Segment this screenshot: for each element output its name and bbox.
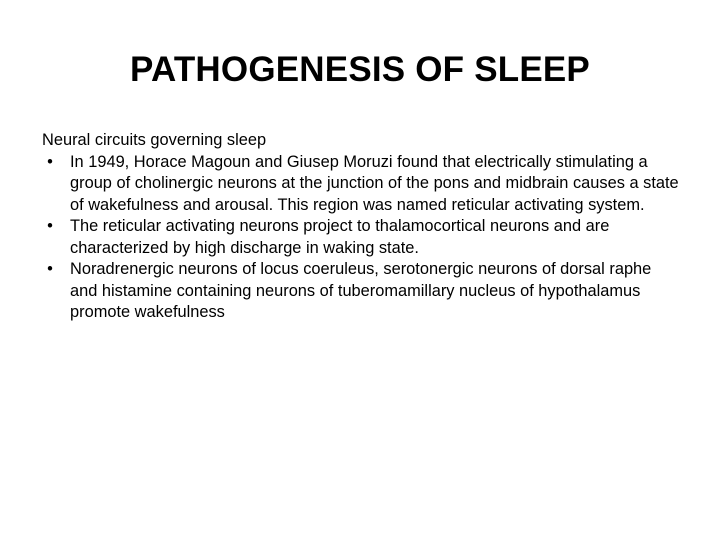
- bullet-item: [42, 152, 682, 217]
- bullet-text: Noradrenergic neurons of locus coeruleus, serotonergic neurons of dorsal raphe and histamine containing neurons of tuberomamillary nucleus of hypothalamus promote wakefulness: [70, 260, 652, 321]
- subheading: Neural circuits governing sleep: [42, 131, 267, 149]
- bullet-list: [42, 152, 682, 324]
- bullet-text: In 1949, Horace Magoun and Giusep Moruzi found that electrically stimulating a group of cholinergic neurons at the junction of the pons and midbrain causes a state of wakefulness and arousal. This region was named reticular activating system.: [70, 152, 679, 214]
- bullet-icon: •: [47, 152, 53, 171]
- bullet-text: The reticular activating neurons project to thalamocortical neurons and are characterized by high discharge in waking state.: [70, 217, 610, 257]
- bullet-icon: •: [47, 217, 53, 235]
- bullet-item: [42, 216, 682, 259]
- slide-title: PATHOGENESIS OF SLEEP: [130, 50, 590, 89]
- bullet-icon: •: [47, 260, 53, 278]
- slide-body: [42, 130, 682, 324]
- bullet-item: [42, 259, 682, 324]
